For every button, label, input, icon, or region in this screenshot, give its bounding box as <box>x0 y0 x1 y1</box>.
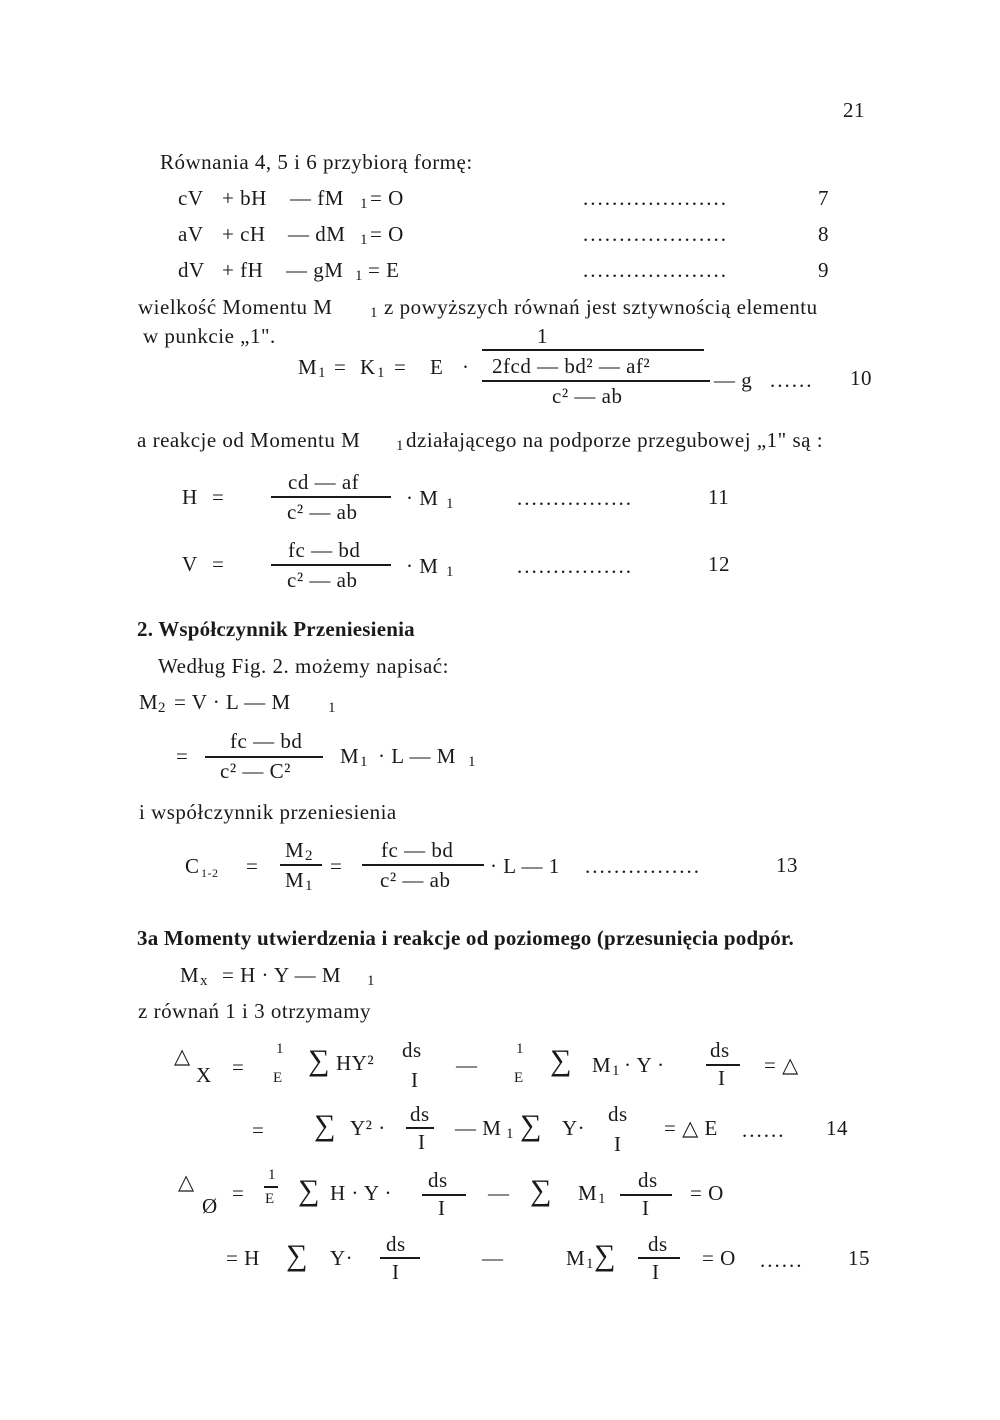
sigma-symbol: ∑ <box>298 1174 320 1207</box>
fraction-bar <box>205 756 323 758</box>
delta-symbol: △ <box>178 1170 195 1194</box>
sigma-symbol: ∑ <box>550 1044 572 1077</box>
fraction-bar <box>362 864 484 866</box>
fraction-bar <box>638 1257 680 1259</box>
coefficient-text: i współczynnik przeniesienia <box>139 800 397 824</box>
sigma-symbol: ∑ <box>594 1239 616 1272</box>
equation-number: 7 <box>818 186 829 210</box>
equation-number: 15 <box>848 1246 870 1270</box>
figure-reference: Według Fig. 2. możemy napisać: <box>158 654 449 678</box>
equation-number: 11 <box>708 485 730 509</box>
equation-number: 14 <box>826 1116 848 1140</box>
derivation-text: z równań 1 i 3 otrzymamy <box>138 999 372 1023</box>
fraction-bar <box>482 349 704 351</box>
fraction-bar <box>280 864 322 866</box>
equation-number: 13 <box>776 853 798 877</box>
fraction-bar <box>271 496 391 498</box>
fraction-bar <box>482 380 710 382</box>
sigma-symbol: ∑ <box>308 1044 330 1077</box>
sigma-symbol: ∑ <box>286 1239 308 1272</box>
fraction-bar <box>271 564 391 566</box>
equation-number: 9 <box>818 258 829 282</box>
fraction-bar <box>380 1257 420 1259</box>
equation-number: 10 <box>850 366 872 390</box>
section-3a-heading: 3a Momenty utwierdzenia i reakcje od poziomego (przesunięcia podpór. <box>137 926 794 950</box>
delta-symbol: △ <box>174 1044 191 1068</box>
fraction-bar <box>264 1186 278 1188</box>
sigma-symbol: ∑ <box>530 1174 552 1207</box>
section-2-heading: 2. Współczynnik Przeniesienia <box>137 617 415 641</box>
equation-number: 12 <box>708 552 730 576</box>
equation-number: 8 <box>818 222 829 246</box>
fraction-bar <box>406 1127 434 1129</box>
intro-text: Równania 4, 5 i 6 przybiorą formę: <box>160 150 473 174</box>
page-number: 21 <box>843 98 865 122</box>
sigma-symbol: ∑ <box>314 1109 336 1142</box>
sigma-symbol: ∑ <box>520 1109 542 1142</box>
